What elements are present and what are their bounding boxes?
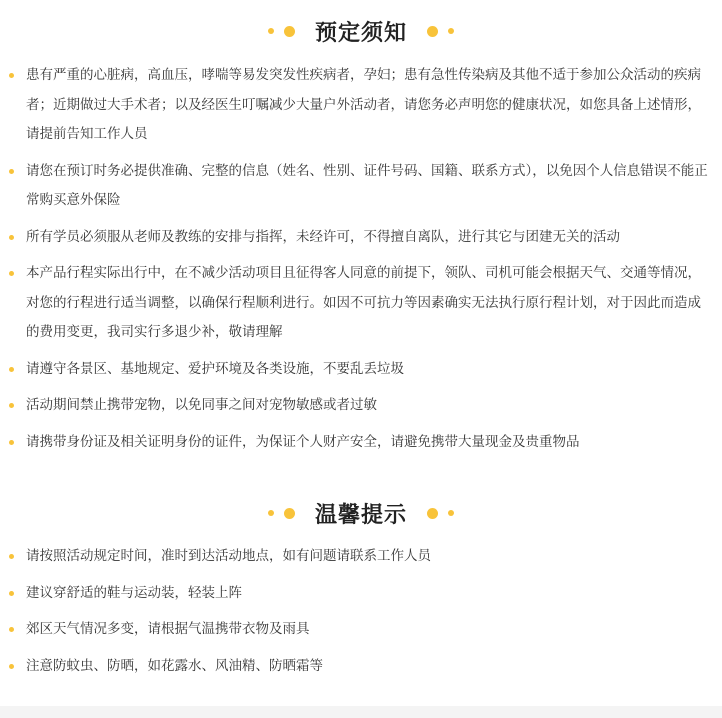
bullet-icon	[9, 235, 14, 240]
booking-notice-list	[0, 61, 722, 457]
list-item-text: 本产品行程实际出行中，在不减少活动项目且征得客人同意的前提下，领队、司机可能会根据天气、交通等情况，对您的行程进行适当调整，以确保行程顺利进行。如因不可抗力等因素确实无法执行原行程计划，对于因此而造成的费用变更，我司实行多退少补，敬请理解	[26, 265, 701, 340]
bullet-icon	[9, 169, 14, 174]
bullet-icon	[9, 367, 14, 372]
list-item-text: 请按照活动规定时间，准时到达活动地点，如有问题请联系工作人员	[26, 548, 431, 564]
warm-tips-section	[0, 493, 722, 688]
list-item-text: 请遵守各景区、基地规定、爱护环境及各类设施，不要乱丢垃圾	[26, 360, 404, 377]
section-title: 温馨提示	[314, 502, 407, 528]
list-item-text: 请携带身份证及相关证明身份的证件，为保证个人财产安全，请避免携带大量现金及贵重物品	[26, 433, 580, 450]
bullet-icon	[9, 664, 14, 669]
booking-notice-header	[0, 11, 722, 51]
booking-notice-section	[0, 11, 722, 464]
decorative-dots-left	[268, 508, 295, 519]
list-item	[0, 157, 710, 216]
list-item	[0, 542, 710, 572]
list-item-text: 请您在预订时务必提供准确、完整的信息（姓名、性别、证件号码、国籍、联系方式），以免因个人信息错误不能正常购买意外保险	[26, 162, 708, 208]
list-item-text: 建议穿舒适的鞋与运动装，轻装上阵	[26, 584, 242, 601]
list-item-text: 活动期间禁止携带宠物，以免同事之间对宠物敏感或者过敏	[26, 397, 377, 413]
list-item	[0, 259, 710, 348]
bullet-icon	[9, 403, 14, 408]
bullet-icon	[9, 73, 14, 78]
list-item	[0, 652, 710, 682]
list-item-text: 注意防蚊虫、防晒，如花露水、风油精、防晒霜等	[26, 657, 323, 674]
section-title: 预定须知	[314, 20, 407, 46]
decorative-dots-right	[427, 508, 454, 519]
list-item	[0, 61, 710, 150]
list-item	[0, 615, 710, 645]
bullet-icon	[9, 591, 14, 596]
list-item-text: 所有学员必须服从老师及教练的安排与指挥，未经许可，不得擅自离队，进行其它与团建无关的活动	[26, 228, 620, 245]
list-item	[0, 428, 710, 458]
list-item	[0, 579, 710, 609]
bullet-icon	[9, 271, 14, 276]
bullet-icon	[9, 440, 14, 445]
bullet-icon	[9, 627, 14, 632]
list-item	[0, 355, 710, 385]
warm-tips-list	[0, 542, 722, 681]
list-item	[0, 391, 710, 421]
list-item-text: 患有严重的心脏病，高血压，哮喘等易发突发性疾病者，孕妇；患有急性传染病及其他不适于参加公众活动的疾病者；近期做过大手术者；以及经医生叮嘱减少大量户外活动者，请您务必声明您的健康状况，如您具备上述情形，请提前告知工作人员	[26, 67, 701, 142]
warm-tips-header	[0, 493, 722, 533]
list-item	[0, 223, 710, 253]
decorative-dots-left	[268, 26, 295, 37]
list-item-text: 郊区天气情况多变，请根据气温携带衣物及雨具	[26, 621, 310, 637]
footer-band	[0, 706, 722, 718]
decorative-dots-right	[427, 26, 454, 37]
bullet-icon	[9, 554, 14, 559]
